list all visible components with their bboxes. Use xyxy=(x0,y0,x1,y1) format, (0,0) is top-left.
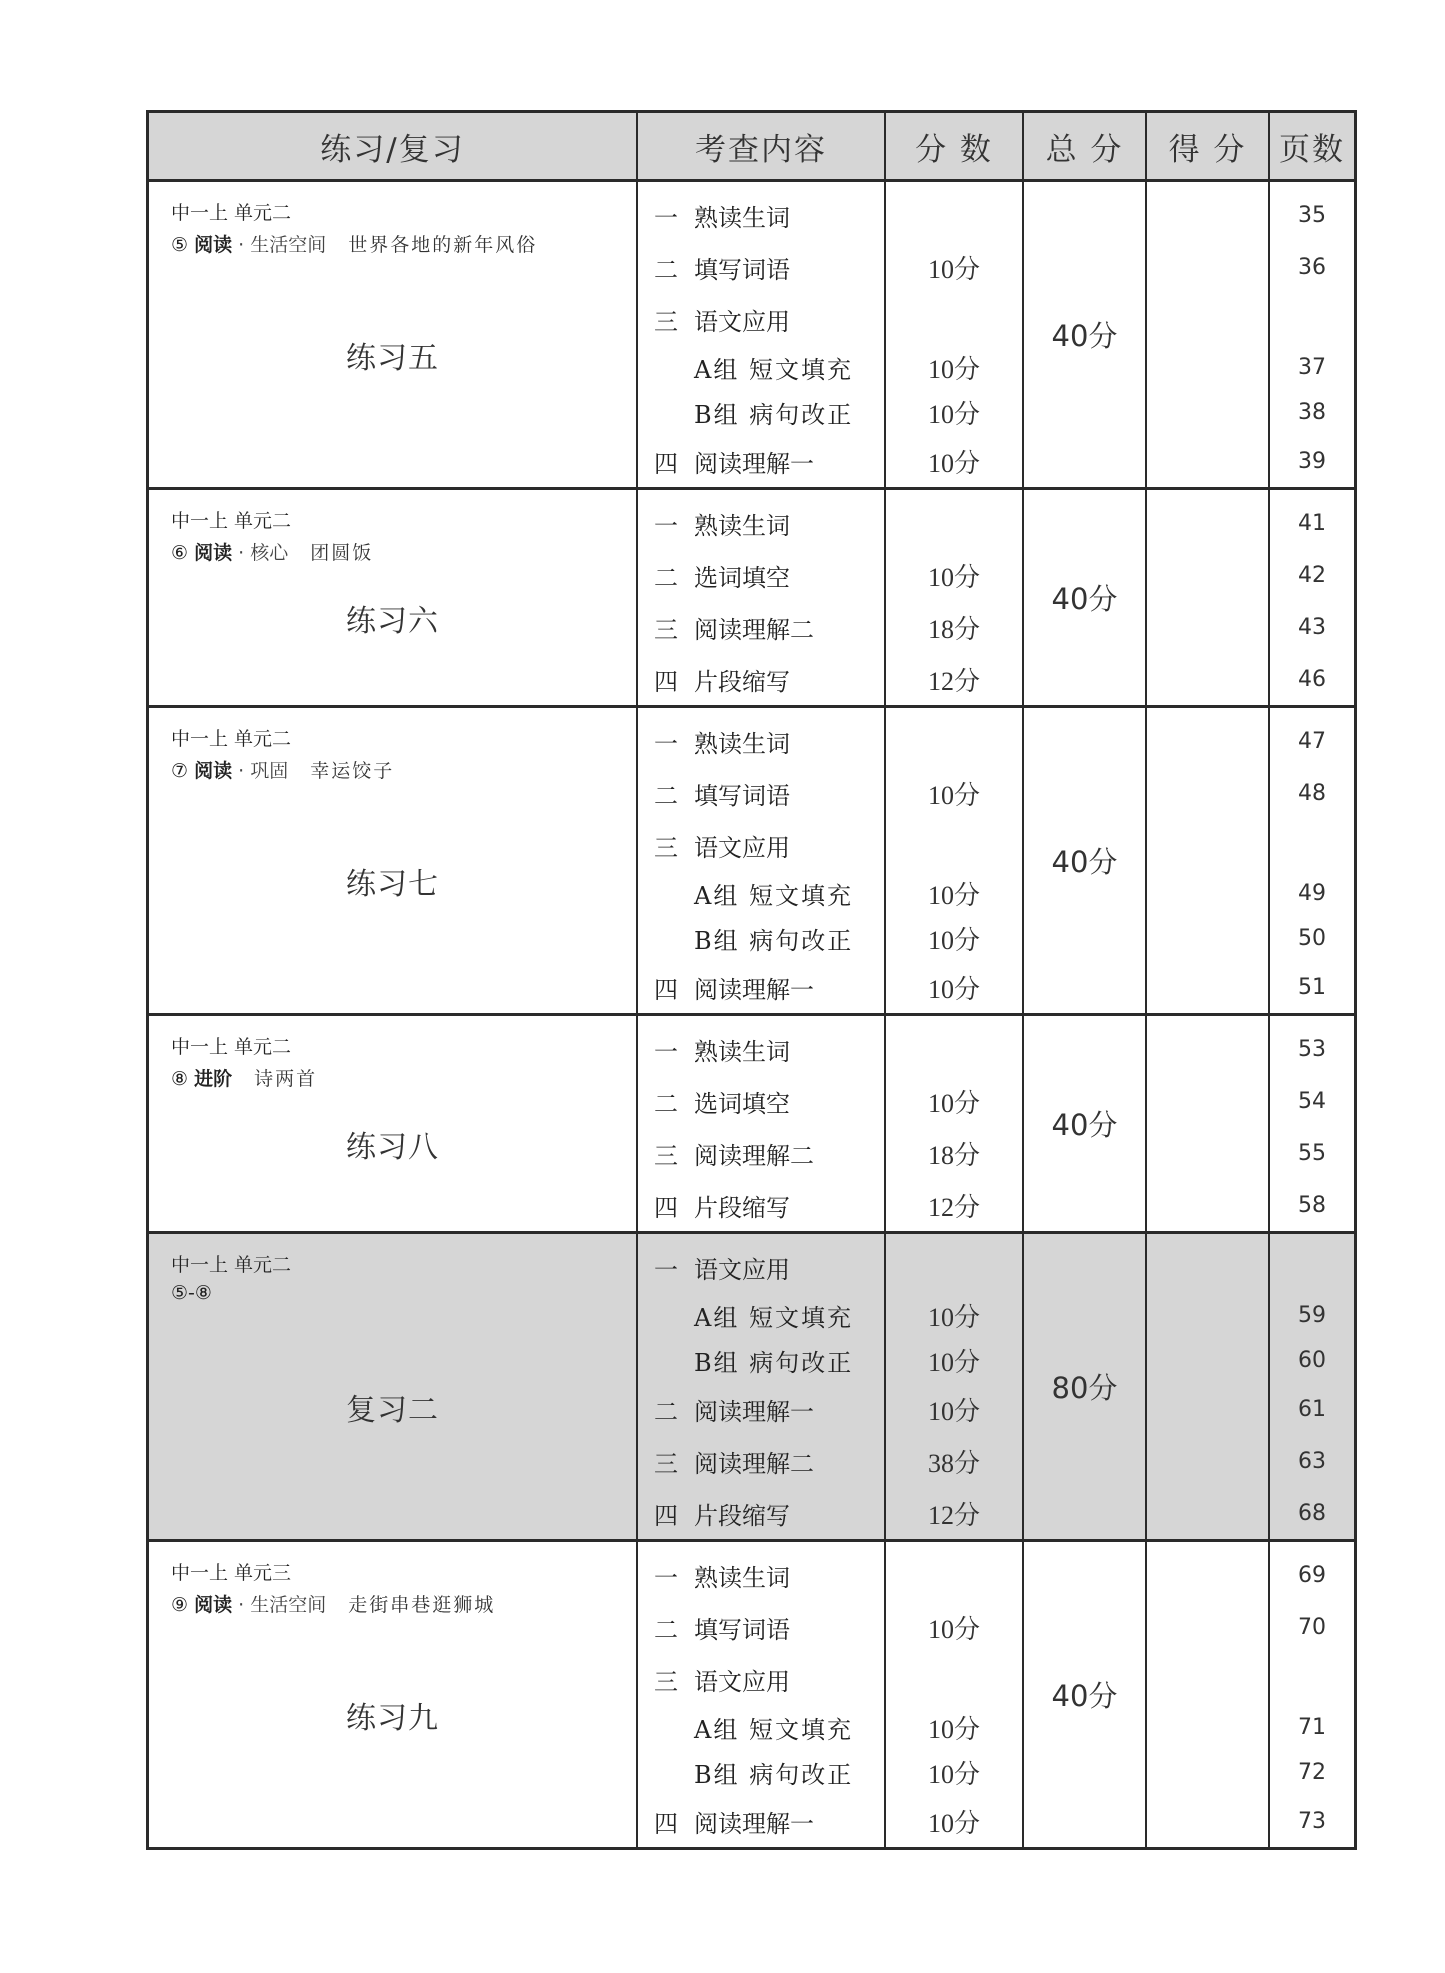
header-exercise: 练习/复习 xyxy=(149,113,638,179)
content-item xyxy=(638,715,884,767)
score-table xyxy=(146,110,1357,1850)
content-cell xyxy=(638,1016,886,1231)
item-label: B组 病句改正 xyxy=(694,1761,854,1789)
item-score: 10分 xyxy=(927,1396,980,1426)
content-item xyxy=(638,1653,884,1705)
item-page xyxy=(1270,819,1354,871)
total-cell: 40分 xyxy=(1024,708,1147,1013)
item-label: B组 病句改正 xyxy=(694,1349,854,1377)
obtained-cell[interactable] xyxy=(1147,182,1270,487)
table-section xyxy=(149,1542,1354,1847)
item-label: A组 短文填充 xyxy=(694,356,853,384)
unit-label: 中一上 单元二 xyxy=(171,1254,292,1276)
item-index: 二 xyxy=(654,255,678,284)
item-score: 10分 xyxy=(927,974,980,1004)
obtained-cell[interactable] xyxy=(1147,1016,1270,1231)
score-cell xyxy=(886,708,1024,1013)
score-cell xyxy=(886,182,1024,487)
item-page: 72 xyxy=(1298,1760,1326,1785)
item-label: 语文应用 xyxy=(694,307,790,336)
item-label: A组 短文填充 xyxy=(694,1716,853,1744)
unit-label: 中一上 单元二 xyxy=(171,202,292,224)
table-section xyxy=(149,490,1354,708)
item-score: 18分 xyxy=(927,614,980,644)
item-score: 10分 xyxy=(927,1760,980,1789)
table-section xyxy=(149,1016,1354,1234)
content-item xyxy=(638,1241,884,1293)
lesson-sub: · 生活空间 xyxy=(238,1594,327,1616)
item-score: 12分 xyxy=(927,1192,980,1222)
content-item xyxy=(638,1338,884,1383)
content-item xyxy=(638,390,884,435)
item-label: 熟读生词 xyxy=(694,511,790,540)
obtained-cell[interactable] xyxy=(1147,1234,1270,1539)
content-item xyxy=(638,293,884,345)
item-label: 熟读生词 xyxy=(694,1563,790,1592)
item-label: 选词填空 xyxy=(694,1089,790,1118)
item-page: 43 xyxy=(1298,614,1326,640)
item-score xyxy=(886,819,1022,871)
content-item xyxy=(638,871,884,916)
item-index: 一 xyxy=(654,1255,678,1284)
item-index: 四 xyxy=(654,667,678,696)
lesson-number: ⑧ xyxy=(171,1068,189,1090)
item-page: 58 xyxy=(1298,1192,1326,1218)
lesson-kind: 阅读 xyxy=(194,1594,233,1616)
item-score xyxy=(886,497,1022,549)
obtained-cell[interactable] xyxy=(1147,1542,1270,1847)
item-page: 46 xyxy=(1298,666,1326,692)
item-page: 61 xyxy=(1298,1396,1326,1422)
content-item xyxy=(638,601,884,653)
unit-label: 中一上 单元二 xyxy=(171,728,292,750)
exercise-cell xyxy=(149,1542,638,1847)
lesson-kind: 阅读 xyxy=(194,760,233,782)
exercise-cell xyxy=(149,1234,638,1539)
total-cell: 40分 xyxy=(1024,182,1147,487)
item-page: 42 xyxy=(1298,562,1326,588)
total-cell: 40分 xyxy=(1024,1542,1147,1847)
header-total: 总 分 xyxy=(1024,113,1147,179)
exercise-cell xyxy=(149,182,638,487)
item-score: 38分 xyxy=(927,1448,980,1478)
unit-label: 中一上 单元二 xyxy=(171,510,292,532)
item-label: 阅读理解一 xyxy=(694,1809,814,1838)
content-item xyxy=(638,1435,884,1487)
item-score: 10分 xyxy=(927,1303,980,1332)
item-label: 语文应用 xyxy=(694,1255,790,1284)
header-obtained: 得 分 xyxy=(1147,113,1270,179)
item-score: 10分 xyxy=(927,254,980,284)
content-item xyxy=(638,1487,884,1539)
item-page: 55 xyxy=(1298,1140,1326,1166)
content-item xyxy=(638,1383,884,1435)
item-index: 二 xyxy=(654,563,678,592)
item-page: 71 xyxy=(1298,1715,1326,1740)
score-cell xyxy=(886,1234,1024,1539)
item-page: 60 xyxy=(1298,1348,1326,1373)
item-page: 53 xyxy=(1298,1036,1326,1062)
total-cell: 40分 xyxy=(1024,1016,1147,1231)
exercise-cell xyxy=(149,708,638,1013)
lesson-sub: · 巩固 xyxy=(238,760,289,782)
item-label: 语文应用 xyxy=(694,1667,790,1696)
content-item xyxy=(638,435,884,487)
content-item xyxy=(638,345,884,390)
content-item xyxy=(638,1023,884,1075)
item-index: 四 xyxy=(654,1809,678,1838)
item-page: 47 xyxy=(1298,728,1326,754)
lesson-label xyxy=(171,230,537,257)
item-index: 三 xyxy=(654,615,678,644)
table-section xyxy=(149,1234,1354,1542)
content-item xyxy=(638,1127,884,1179)
content-cell xyxy=(638,182,886,487)
item-score: 10分 xyxy=(927,1614,980,1644)
exercise-title: 练习七 xyxy=(346,866,439,902)
item-score: 10分 xyxy=(927,355,980,384)
item-label: 选词填空 xyxy=(694,563,790,592)
item-label: 片段缩写 xyxy=(694,1193,790,1222)
item-score: 10分 xyxy=(927,780,980,810)
total-cell: 40分 xyxy=(1024,490,1147,705)
item-label: 片段缩写 xyxy=(694,667,790,696)
lesson-number: ⑥ xyxy=(171,542,189,564)
item-label: A组 短文填充 xyxy=(694,1304,853,1332)
item-page: 73 xyxy=(1298,1808,1326,1834)
item-score xyxy=(886,1241,1022,1293)
item-page: 41 xyxy=(1298,510,1326,536)
page-cell xyxy=(1270,1542,1354,1847)
item-score: 10分 xyxy=(927,881,980,910)
obtained-cell[interactable] xyxy=(1147,708,1270,1013)
item-index: 三 xyxy=(654,833,678,862)
content-item xyxy=(638,961,884,1013)
item-page: 68 xyxy=(1298,1500,1326,1526)
content-item xyxy=(638,497,884,549)
item-index: 三 xyxy=(654,307,678,336)
lesson-label xyxy=(171,1282,212,1304)
item-label: A组 短文填充 xyxy=(694,882,853,910)
item-page: 70 xyxy=(1298,1614,1326,1640)
content-cell xyxy=(638,490,886,705)
lesson-sub: · 核心 xyxy=(238,542,289,564)
item-label: 语文应用 xyxy=(694,833,790,862)
lesson-label xyxy=(171,1590,495,1617)
item-label: 熟读生词 xyxy=(694,1037,790,1066)
exercise-title: 练习九 xyxy=(346,1700,439,1736)
content-item xyxy=(638,819,884,871)
item-index: 三 xyxy=(654,1141,678,1170)
item-page xyxy=(1270,1241,1354,1293)
page-cell xyxy=(1270,708,1354,1013)
lesson-kind: 阅读 xyxy=(194,234,233,256)
content-item xyxy=(638,1750,884,1795)
item-index: 二 xyxy=(654,1397,678,1426)
content-cell xyxy=(638,1234,886,1539)
item-score xyxy=(886,1653,1022,1705)
item-score xyxy=(886,715,1022,767)
lesson-topic: 诗两首 xyxy=(254,1068,318,1090)
exercise-title: 练习六 xyxy=(346,603,439,639)
item-label: 阅读理解一 xyxy=(694,975,814,1004)
item-score: 12分 xyxy=(927,666,980,696)
lesson-number: ⑨ xyxy=(171,1594,189,1616)
content-item xyxy=(638,1179,884,1231)
item-label: 熟读生词 xyxy=(694,729,790,758)
unit-label: 中一上 单元二 xyxy=(171,1036,292,1058)
item-page: 37 xyxy=(1298,355,1326,380)
item-page xyxy=(1270,293,1354,345)
content-cell xyxy=(638,708,886,1013)
item-page xyxy=(1270,1653,1354,1705)
lesson-number: ⑦ xyxy=(171,760,189,782)
unit-label: 中一上 单元三 xyxy=(171,1562,292,1584)
exercise-title: 复习二 xyxy=(346,1392,439,1428)
lesson-sub: · 生活空间 xyxy=(238,234,327,256)
lesson-label xyxy=(171,1064,317,1091)
lesson-topic: 世界各地的新年风俗 xyxy=(348,234,538,256)
item-score xyxy=(886,1023,1022,1075)
content-item xyxy=(638,1705,884,1750)
header-score: 分 数 xyxy=(886,113,1024,179)
item-score: 10分 xyxy=(927,1715,980,1744)
content-item xyxy=(638,1075,884,1127)
item-index: 四 xyxy=(654,975,678,1004)
header-page: 页数 xyxy=(1279,131,1345,168)
lesson-label xyxy=(171,538,373,565)
item-label: 阅读理解二 xyxy=(694,1449,814,1478)
score-cell xyxy=(886,1016,1024,1231)
lesson-topic: 走街串巷逛狮城 xyxy=(348,1594,496,1616)
lesson-number: ⑤-⑧ xyxy=(171,1282,212,1304)
content-item xyxy=(638,1293,884,1338)
content-item xyxy=(638,241,884,293)
item-page: 69 xyxy=(1298,1562,1326,1588)
item-label: 阅读理解一 xyxy=(694,449,814,478)
item-score xyxy=(886,293,1022,345)
content-item xyxy=(638,1549,884,1601)
item-score xyxy=(886,189,1022,241)
item-label: B组 病句改正 xyxy=(694,927,854,955)
content-item xyxy=(638,1601,884,1653)
item-index: 一 xyxy=(654,203,678,232)
item-index: 一 xyxy=(654,511,678,540)
item-index: 四 xyxy=(654,449,678,478)
table-header xyxy=(149,113,1354,182)
item-index: 一 xyxy=(654,1563,678,1592)
item-index: 一 xyxy=(654,1037,678,1066)
obtained-cell[interactable] xyxy=(1147,490,1270,705)
lesson-topic: 幸运饺子 xyxy=(310,760,395,782)
item-label: 阅读理解二 xyxy=(694,615,814,644)
page-cell xyxy=(1270,182,1354,487)
exercise-cell xyxy=(149,490,638,705)
item-label: 阅读理解一 xyxy=(694,1397,814,1426)
lesson-topic: 团圆饭 xyxy=(310,542,374,564)
page-cell xyxy=(1270,490,1354,705)
item-label: 熟读生词 xyxy=(694,203,790,232)
item-label: 填写词语 xyxy=(694,781,790,810)
page-cell xyxy=(1270,1016,1354,1231)
item-score: 10分 xyxy=(927,562,980,592)
item-page: 36 xyxy=(1298,254,1326,280)
page-cell xyxy=(1270,1234,1354,1539)
item-page: 51 xyxy=(1298,974,1326,1000)
item-page: 48 xyxy=(1298,780,1326,806)
item-score: 10分 xyxy=(927,448,980,478)
table-section xyxy=(149,182,1354,490)
item-label: 填写词语 xyxy=(694,255,790,284)
lesson-number: ⑤ xyxy=(171,234,189,256)
content-item xyxy=(638,1795,884,1847)
item-index: 二 xyxy=(654,1089,678,1118)
item-score: 10分 xyxy=(927,400,980,429)
item-score: 10分 xyxy=(927,1348,980,1377)
exercise-title: 练习五 xyxy=(346,340,439,376)
item-index: 四 xyxy=(654,1193,678,1222)
score-cell xyxy=(886,1542,1024,1847)
item-score: 18分 xyxy=(927,1140,980,1170)
content-item xyxy=(638,549,884,601)
item-label: 阅读理解二 xyxy=(694,1141,814,1170)
item-label: B组 病句改正 xyxy=(694,401,854,429)
item-page: 54 xyxy=(1298,1088,1326,1114)
total-cell: 80分 xyxy=(1024,1234,1147,1539)
item-score: 10分 xyxy=(927,1088,980,1118)
item-score: 10分 xyxy=(927,926,980,955)
item-score: 10分 xyxy=(927,1808,980,1838)
item-index: 四 xyxy=(654,1501,678,1530)
score-cell xyxy=(886,490,1024,705)
item-page: 50 xyxy=(1298,926,1326,951)
content-item xyxy=(638,189,884,241)
exercise-title: 练习八 xyxy=(346,1129,439,1165)
lesson-label xyxy=(171,756,394,783)
item-index: 二 xyxy=(654,1615,678,1644)
content-item xyxy=(638,653,884,705)
item-label: 片段缩写 xyxy=(694,1501,790,1530)
item-index: 三 xyxy=(654,1449,678,1478)
item-index: 一 xyxy=(654,729,678,758)
item-score xyxy=(886,1549,1022,1601)
item-page: 39 xyxy=(1298,448,1326,474)
item-page: 38 xyxy=(1298,400,1326,425)
content-item xyxy=(638,767,884,819)
item-page: 35 xyxy=(1298,202,1326,228)
item-page: 49 xyxy=(1298,881,1326,906)
item-index: 二 xyxy=(654,781,678,810)
table-section xyxy=(149,708,1354,1016)
item-page: 59 xyxy=(1298,1303,1326,1328)
exercise-cell xyxy=(149,1016,638,1231)
header-content: 考查内容 xyxy=(638,113,886,179)
item-label: 填写词语 xyxy=(694,1615,790,1644)
item-index: 三 xyxy=(654,1667,678,1696)
lesson-kind: 进阶 xyxy=(194,1068,233,1090)
content-item xyxy=(638,916,884,961)
item-score: 12分 xyxy=(927,1500,980,1530)
item-page: 63 xyxy=(1298,1448,1326,1474)
content-cell xyxy=(638,1542,886,1847)
lesson-kind: 阅读 xyxy=(194,542,233,564)
